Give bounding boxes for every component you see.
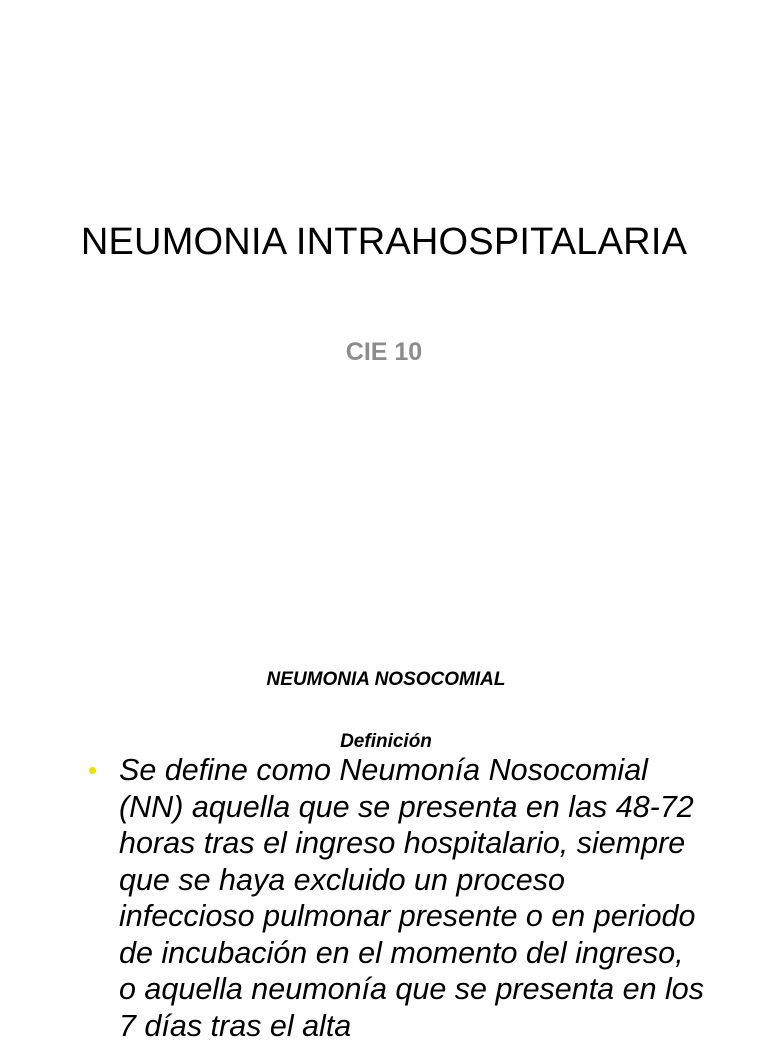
section-subheading: Definición <box>340 731 432 752</box>
bullet-text: Se define como Neumonía Nosocomial (NN) aquella que se presenta en las 48-72 horas tras el ingreso hospitalario, siempre que se haya excluido un proceso infeccioso pulmonar presente o en periodo de incubación en el momento del ingreso, o aquella neumonía que se presenta en los 7 días tras el alta <box>119 753 705 1043</box>
definition-slide <box>0 576 768 1043</box>
section-heading: NEUMONIA NOSOCOMIAL <box>266 669 506 690</box>
slide-subtitle: CIE 10 <box>345 338 423 366</box>
bullet-item <box>88 752 708 1044</box>
bullet-icon: • <box>88 755 98 785</box>
slide-title: NEUMONIA INTRAHOSPITALARIA <box>80 221 688 263</box>
